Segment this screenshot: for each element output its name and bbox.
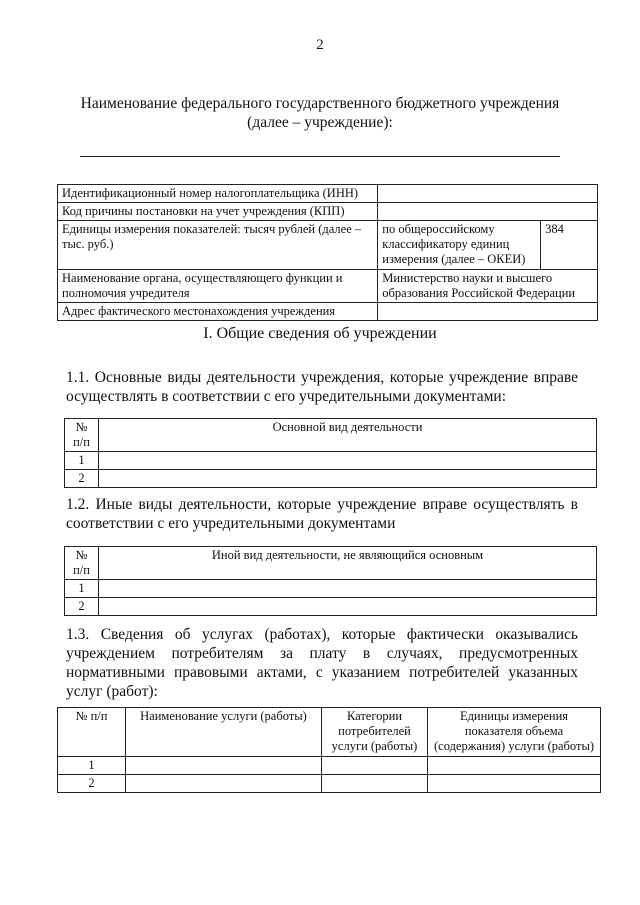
col-num-header [65, 419, 99, 452]
okei-value: 384 [541, 221, 598, 270]
col-num-line2: п/п [73, 435, 90, 449]
row-cell [126, 757, 322, 775]
col-consumers-header: Категории потребителей услуги (работы) [322, 708, 428, 757]
col-activity-header: Основной вид деятельности [99, 419, 597, 452]
col-num-line2: п/п [73, 563, 90, 577]
kpp-label: Код причины постановки на учет учреждения (КПП) [58, 203, 378, 221]
row-activity-cell [99, 598, 597, 616]
table-row [65, 452, 597, 470]
table-row [65, 598, 597, 616]
row-number: 2 [58, 775, 126, 793]
institution-info-table [57, 184, 598, 321]
row-number: 2 [65, 470, 99, 488]
paragraph-1-2: 1.2. Иные виды деятельности, которые учреждение вправе осуществлять в соответствии с его учредительными документами [66, 496, 578, 532]
table-header-row [65, 419, 597, 452]
table-row [58, 757, 601, 775]
units-label: Единицы измерения показателей: тысяч рублей (далее – тыс. руб.) [58, 221, 378, 270]
okei-label: по общероссийскому классификатору единиц измерения (далее – ОКЕИ) [378, 221, 541, 270]
other-activities-table [64, 546, 597, 616]
col-num-header: № п/п [58, 708, 126, 757]
authority-row [58, 270, 598, 303]
row-activity-cell [99, 470, 597, 488]
col-num-line1: № [75, 420, 88, 434]
col-activity-header: Иной вид деятельности, не являющийся основным [99, 547, 597, 580]
row-cell [428, 757, 601, 775]
table-header-row [58, 708, 601, 757]
inn-label: Идентификационный номер налогоплательщика (ИНН) [58, 185, 378, 203]
row-number: 1 [65, 580, 99, 598]
row-cell [428, 775, 601, 793]
main-activities-table [64, 418, 597, 488]
table-row [65, 470, 597, 488]
section-heading: I. Общие сведения об учреждении [203, 325, 437, 342]
title-line-2: (далее – учреждение): [247, 114, 393, 131]
kpp-value [378, 203, 598, 221]
table-row [65, 580, 597, 598]
kpp-row [58, 203, 598, 221]
row-number: 1 [65, 452, 99, 470]
row-activity-cell [99, 452, 597, 470]
authority-label: Наименование органа, осуществляющего функции и полномочия учредителя [58, 270, 378, 303]
col-num-header [65, 547, 99, 580]
row-number: 1 [58, 757, 126, 775]
title-line-1: Наименование федерального государственного бюджетного учреждения [80, 95, 560, 112]
paragraph-1-1: 1.1. Основные виды деятельности учреждения, которые учреждение вправе осуществлять в соответствии с его учредительными документами: [66, 369, 578, 405]
authority-value: Министерство науки и высшего образования Российской Федерации [378, 270, 598, 303]
table-row [58, 775, 601, 793]
row-cell [322, 757, 428, 775]
services-table [57, 707, 601, 793]
row-cell [322, 775, 428, 793]
units-row [58, 221, 598, 270]
address-row [58, 303, 598, 321]
inn-value [378, 185, 598, 203]
page-number: 2 [316, 37, 324, 53]
inn-row [58, 185, 598, 203]
document-title [60, 94, 580, 132]
table-header-row [65, 547, 597, 580]
row-cell [126, 775, 322, 793]
institution-name-blank-line [80, 156, 560, 157]
col-num-line1: № [75, 548, 88, 562]
row-number: 2 [65, 598, 99, 616]
address-value [378, 303, 598, 321]
col-service-name-header: Наименование услуги (работы) [126, 708, 322, 757]
paragraph-1-3: 1.3. Сведения об услугах (работах), которые фактически оказывались учреждением потребителям за плату в случаях, предусмотренных нормативными правовыми актами, с указанием потребителей указанных услуг (работ): [66, 626, 578, 700]
row-activity-cell [99, 580, 597, 598]
col-units-header: Единицы измерения показателя объема (содержания) услуги (работы) [428, 708, 601, 757]
address-label: Адрес фактического местонахождения учреждения [58, 303, 378, 321]
